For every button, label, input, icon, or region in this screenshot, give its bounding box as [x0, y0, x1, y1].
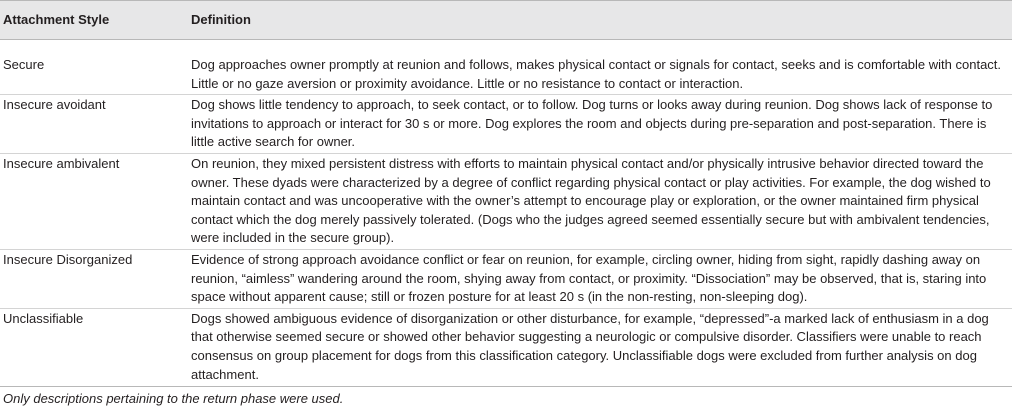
style-cell: Insecure avoidant — [0, 95, 191, 154]
definition-cell: On reunion, they mixed persistent distress with efforts to maintain physical contact and/or physically intrusive behavior directed toward the owner. These dyads were characterized by a degree of conflict regarding physical contact or play activities. For example, the dog wished to maintain contact and was uncooperative with the owner’s attempt to encourage play or exploration, or the owner maintained firm physical contact which the dog merely passively tolerated. (Dogs who the judges agreed seemed essentially secure but with ambivalent tendencies, were included in the secure group). — [191, 153, 1012, 249]
style-cell: Insecure ambivalent — [0, 153, 191, 249]
table-row — [0, 95, 1012, 154]
style-cell: Unclassifiable — [0, 308, 191, 386]
column-header-definition: Definition — [191, 1, 1012, 40]
definition-cell: Evidence of strong approach avoidance conflict or fear on reunion, for example, circling owner, hiding from sight, rapidly dashing away on reunion, “aimless” wandering around the room, shying away from contact, or proximity. “Dissociation” may be observed, that is, staring into space without apparent cause; still or frozen posture for at least 20 s (in the non-resting, non-sleeping dog). — [191, 249, 1012, 308]
table-header-row — [0, 1, 1012, 40]
table-row — [0, 249, 1012, 308]
style-cell: Secure — [0, 40, 191, 95]
table-row — [0, 153, 1012, 249]
table-footnote: Only descriptions pertaining to the return phase were used. — [3, 391, 344, 407]
table-row — [0, 308, 1012, 386]
table-row — [0, 40, 1012, 95]
column-header-attachment-style: Attachment Style — [0, 1, 191, 40]
definition-cell: Dogs showed ambiguous evidence of disorganization or other disturbance, for example, “depressed”-a marked lack of enthusiasm in a dog that otherwise seemed secure or showed other behavior suggesting a neurologic or compulsive disorder. Classifiers were unable to reach consensus on group placement for dogs from this classification category. Unclassifiable dogs were excluded from further analysis on dog attachment. — [191, 308, 1012, 386]
definition-cell: Dog approaches owner promptly at reunion and follows, makes physical contact or signals for contact, seeks and is comfortable with contact. Little or no gaze aversion or proximity avoidance. Little or no resistance to contact or interaction. — [191, 40, 1012, 95]
definition-cell: Dog shows little tendency to approach, to seek contact, or to follow. Dog turns or looks away during reunion. Dog shows lack of response to invitations to approach or interact for 30 s or more. Dog explores the room and objects during pre-separation and post-separation. There is little active search for owner. — [191, 95, 1012, 154]
style-cell: Insecure Disorganized — [0, 249, 191, 308]
